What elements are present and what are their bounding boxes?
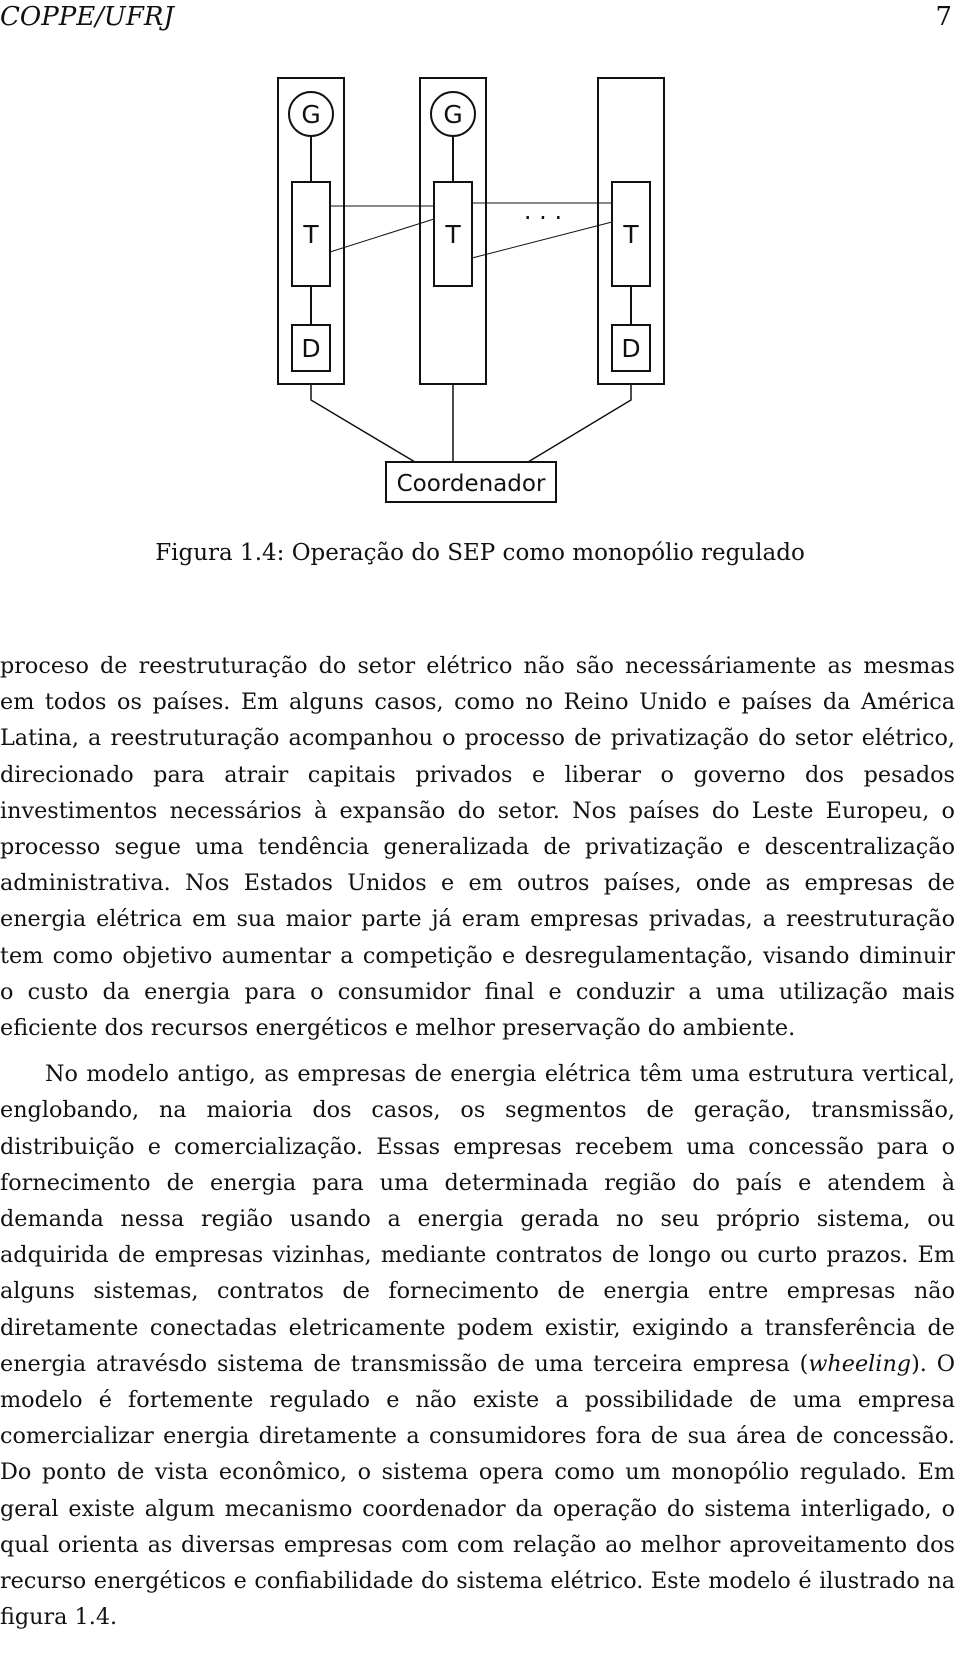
emphasis-term: wheeling [808,1350,912,1377]
sep-monopoly-diagram [0,60,960,510]
transmission-label: T [445,220,461,249]
coordinator-link-3 [528,384,631,462]
transmission-label: T [303,220,319,249]
paragraph [0,1056,955,1635]
page-number: 7 [935,2,952,32]
generator-label: G [301,100,321,129]
paragraph-text: No modelo antigo, as empresas de energia elétrica têm uma estrutura vertical, englobando, na maioria dos casos, os segmentos de geração, transmissão, distribuição e comercialização. Essas empresas recebem uma concessão para o fornecimento de energia para uma determinada região do país e atendem à demanda nessa região usando a energia gerada no seu próprio sistema, ou adquirida de empresas vizinhas, mediante contratos de longo ou curto prazos. Em alguns sistemas, contratos de fornecimento de energia entre empresas não diretamente conectadas eletricamente podem existir, exigindo a transferência de energia atravésdo sistema de transmissão de uma terceira empresa ( [0,1061,955,1377]
running-head: COPPE/UFRJ [0,2,174,32]
distribution-label: D [301,334,321,363]
transmission-label: T [623,220,639,249]
distribution-label: D [621,334,641,363]
coordinator-label: Coordenador [396,471,546,497]
paragraph-text: ). O modelo é fortemente regulado e não existe a possibilidade de uma empresa comercializar energia diretamente a consumidores fora de sua área de concessão. Do ponto de vista econômico, o sistema opera como um monopólio regulado. Em geral existe algum mecanismo coordenador da operação do sistema interligado, o qual orienta as diversas empresas com com relação ao melhor aproveitamento dos recurso energéticos e confiabilidade do sistema elétrico. Este modelo é ilustrado na figura 1.4. [0,1350,955,1631]
coordinator-link-1 [311,384,415,462]
interconnection-line [330,219,434,252]
paragraph: proceso de reestruturação do setor elétrico não são necessáriamente as mesmas em todos os países. Em alguns casos, como no Reino Unido e países da América Latina, a reestruturação acompanhou o processo de privatização do setor elétrico, direcionado para atrair capitais privados e liberar o governo dos pesados investimentos necessários à expansão do setor. Nos países do Leste Europeu, o processo segue uma tendência generalizada de privatização e descentralização administrativa. Nos Estados Unidos e em outros países, onde as empresas de energia elétrica em sua maior parte já eram empresas privadas, a reestruturação tem como objetivo aumentar a competição e desregulamentação, visando diminuir o custo da energia para o consumidor final e conduzir a uma utilização mais eficiente dos recursos energéticos e melhor preservação do ambiente. [0,653,955,1042]
body-text [0,648,955,1635]
page-header [0,0,960,36]
ellipsis: · · · [523,204,563,232]
generator-label: G [443,100,463,129]
figure-caption: Figura 1.4: Operação do SEP como monopólio regulado [155,540,805,566]
